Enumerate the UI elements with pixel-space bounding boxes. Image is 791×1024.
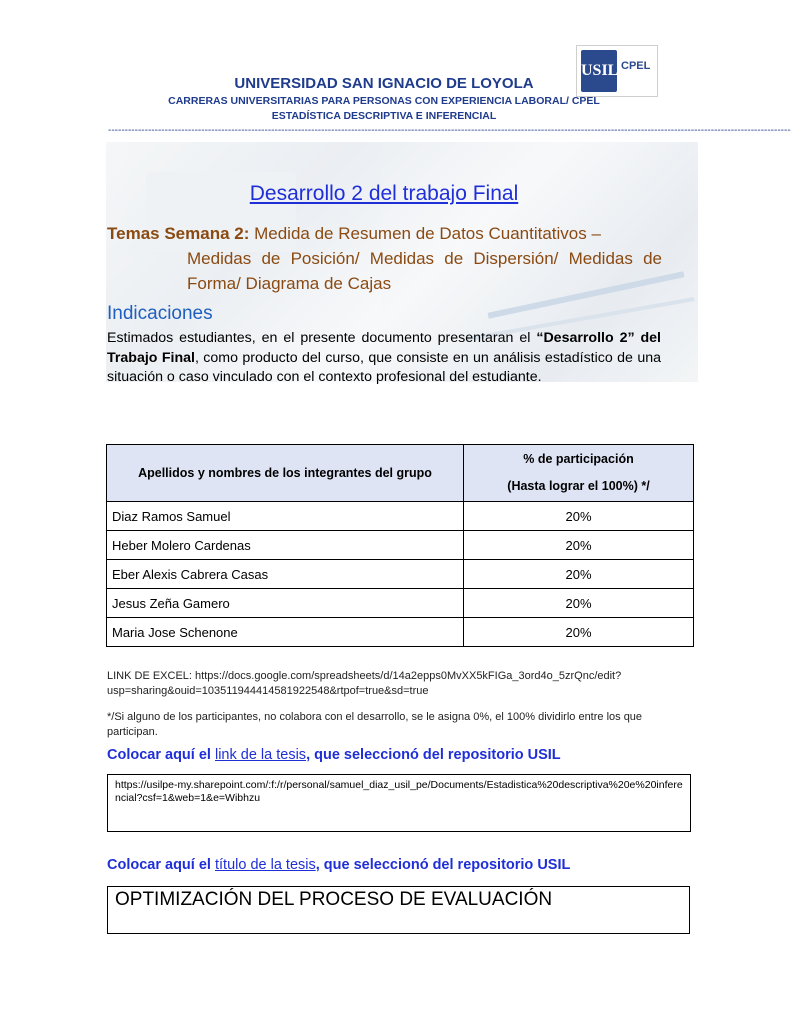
temas-semana [107,221,662,296]
member-name: Diaz Ramos Samuel [107,502,464,531]
thesis-link-prompt-underlined: link de la tesis [214,747,307,763]
temas-label: Temas Semana 2: [107,224,250,243]
member-pct: 20% [464,618,694,647]
thesis-link-prompt-pre: Colocar aquí el [107,747,215,763]
thesis-title-prompt-underlined: título de la tesis [214,857,316,873]
document-title: Desarrollo 2 del trabajo Final [249,182,519,205]
header-separator: ------------------------------------------------------------------------------------------------------------------------------------------------------------------------------------------------------------- [108,125,791,136]
indicaciones-text-a: Estimados estudiantes, en el presente documento presentaran el [107,330,537,346]
temas-line2: Medidas de Posición/ Medidas de Dispersión/ Medidas de Forma/ Diagrama de Cajas [187,249,662,293]
member-name: Heber Molero Cardenas [107,531,464,560]
indicaciones-text-bold: “Desarrollo 2” del Trabajo Final [107,330,661,366]
thesis-link-prompt-post: , que seleccionó del repositorio USIL [306,747,561,763]
member-name: Maria Jose Schenone [107,618,464,647]
thesis-title-box[interactable]: OPTIMIZACIÓN DEL PROCESO DE EVALUACIÓN [107,886,690,934]
thesis-title-prompt-post: , que seleccionó del repositorio USIL [315,857,571,873]
member-pct: 20% [464,560,694,589]
table-row [107,560,694,589]
thesis-title-prompt [107,857,570,873]
excel-link[interactable]: LINK DE EXCEL: https://docs.google.com/spreadsheets/d/14a2epps0MvXX5kFIGa_3ord4o_5zrQnc/edit?usp=sharing&ouid=103511944414581922548&rtpof=true&sd=true [107,670,622,697]
table-row [107,589,694,618]
member-name: Jesus Zeña Gamero [107,589,464,618]
table-row [107,531,694,560]
thesis-link-box[interactable]: https://usilpe-my.sharepoint.com/:f:/r/personal/samuel_diaz_usil_pe/Documents/Estadistica%20descriptiva%20e%20inferencial?csf=1&web=1&e=Wibhzu [107,774,691,832]
col-header-name: Apellidos y nombres de los integrantes del grupo [107,445,464,502]
member-pct: 20% [464,589,694,618]
member-pct: 20% [464,531,694,560]
usil-logo-mark: USIL [581,50,617,92]
participation-note: */Si alguno de los participantes, no colabora con el desarrollo, se le asigna 0%, el 100% dividirlo entre los que participan. [107,711,643,738]
member-name: Eber Alexis Cabrera Casas [107,560,464,589]
table-row [107,618,694,647]
indicaciones-text-c: , como producto del curso, que consiste en un análisis estadístico de una situación o caso vinculado con el contexto profesional del estudiante. [107,349,661,385]
cpel-logo-text: CPEL [621,60,651,72]
member-pct: 20% [464,502,694,531]
temas-line1: Medida de Resumen de Datos Cuantitativos – [254,224,601,243]
col-header-pct [464,445,694,502]
thesis-link-prompt [107,747,561,763]
col-header-pct-line2: (Hasta lograr el 100%) */ [507,479,650,493]
university-name: UNIVERSIDAD SAN IGNACIO DE LOYOLA [234,75,534,92]
thesis-title-prompt-pre: Colocar aquí el [107,857,215,873]
program-subtitle: CARRERAS UNIVERSITARIAS PARA PERSONAS CON EXPERIENCIA LABORAL/ CPEL [168,95,600,107]
indicaciones-text [107,329,661,388]
course-name: ESTADÍSTICA DESCRIPTIVA E INFERENCIAL [271,110,497,122]
table-row [107,502,694,531]
indicaciones-heading: Indicaciones [107,303,213,324]
table-header-row [107,445,694,502]
members-table [106,444,694,647]
col-header-pct-line1: % de participación [523,452,634,466]
